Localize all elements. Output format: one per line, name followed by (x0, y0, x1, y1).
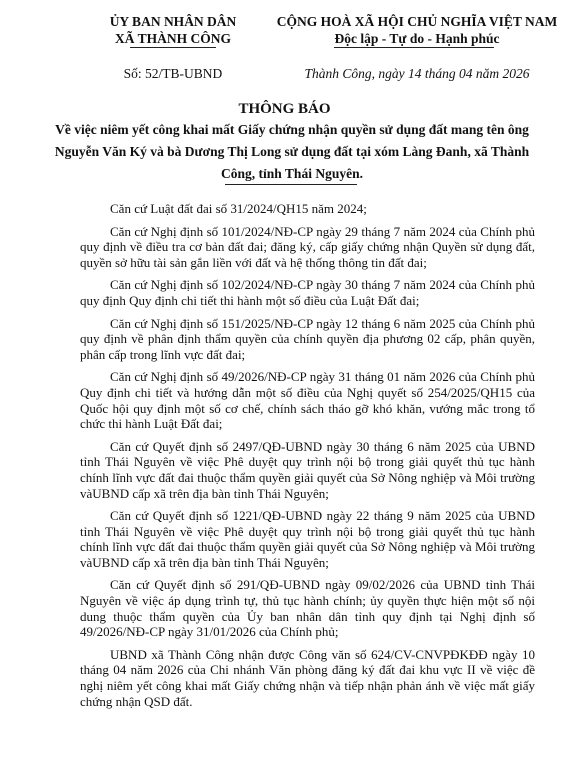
body-paragraph: Căn cứ Nghị định số 101/2024/NĐ-CP ngày 29 tháng 7 năm 2024 của Chính phủ quy định về điều tra cơ bản đất đai; đăng ký, cấp giấy chứng nhận Quyền sử dụng đất, quyền sở hữu tài sản gắn liền với đất và hệ thống thông tin đất đai; (80, 223, 535, 270)
body-paragraph: Căn cứ Quyết định số 1221/QĐ-UBND ngày 22 tháng 9 năm 2025 của UBND tỉnh Thái Nguyên về việc Phê duyệt quy trình nội bộ trong giải quyết thủ tục hành chính lĩnh vực đất đai thuộc thẩm quyền giải quyết của Sở Nông nghiệp và Môi trường vàUBND cấp xã trên địa bàn tỉnh Thái Nguyên; (80, 508, 535, 570)
body-paragraph: Căn cứ Quyết định số 291/QĐ-UBND ngày 09/02/2026 của UBND tỉnh Thái Nguyên về việc áp dụng trình tự, thủ tục hành chính; ủy quyền thực hiện một số nội dung thuộc thẩm quyền của Ủy ban nhân dân tỉnh quy định tại Nghị định số 49/2026/NĐ-CP ngày 31/01/2026 của Chính phủ; (80, 577, 535, 640)
issue-date: Thành Công, ngày 14 tháng 04 năm 2026 (304, 66, 530, 81)
body-paragraph: Căn cứ Luật đất đai số 31/2024/QH15 năm 2024; (110, 201, 367, 216)
issuing-agency (98, 13, 248, 47)
motto-underline (334, 47, 494, 48)
nation-line-2: Độc lập - Tự do - Hạnh phúc (334, 31, 500, 46)
body-paragraph: Căn cứ Nghị định số 151/2025/NĐ-CP ngày 12 tháng 6 năm 2025 của Chính phủ quy định về phân định thẩm quyền của chính quyền địa phương 02 cấp, phân quyền, phân cấp trong lĩnh vực đất đai; (80, 315, 535, 362)
body-paragraph: Căn cứ Quyết định số 2497/QĐ-UBND ngày 30 tháng 6 năm 2025 của UBND tỉnh Thái Nguyên về việc Phê duyệt quy trình nội bộ trong giải quyết thủ tục hành chính lĩnh vực đất đai thuộc thẩm quyền giải quyết của Sở Nông nghiệp và Môi trường vàUBND cấp xã trên địa bàn tỉnh Thái Nguyên; (80, 438, 535, 501)
document-subject: Về việc niêm yết công khai mất Giấy chứng nhận quyền sử dụng đất mang tên ông Nguyễn Văn Ký và bà Dương Thị Long sử dụng đất tại xóm Làng Đanh, xã Thành Công, tỉnh Thái Nguyên. (54, 122, 530, 181)
national-motto (272, 13, 562, 47)
agency-underline (130, 47, 216, 48)
document-body (80, 201, 535, 716)
body-paragraph: Căn cứ Nghị định số 49/2026/NĐ-CP ngày 31 tháng 01 năm 2026 của Chính phủ Quy định chi tiết và hướng dẫn một số điều của Nghị quyết số 254/2025/QH15 của Quốc hội quy định một số cơ chế, chính sách tháo gỡ khó khăn, vướng mắc trong tổ chức thi hành Luật Đất đai; (80, 369, 535, 432)
nation-line-1: CỘNG HOÀ XÃ HỘI CHỦ NGHĨA VIỆT NAM (276, 14, 558, 29)
subject-underline (225, 184, 357, 185)
agency-line-2: XÃ THÀNH CÔNG (114, 31, 231, 46)
agency-line-1: ỦY BAN NHÂN DÂN (109, 14, 237, 29)
body-paragraph: Căn cứ Nghị định số 102/2024/NĐ-CP ngày 30 tháng 7 năm 2024 của Chính phủ quy định Quy định chi tiết thi hành một số điều của Luật Đất đai; (80, 277, 535, 308)
document-title: THÔNG BÁO (238, 101, 331, 117)
document-number: Số: 52/TB-UBND (123, 66, 223, 81)
body-paragraph: UBND xã Thành Công nhận được Công văn số 624/CV-CNVPĐKĐĐ ngày 10 tháng 04 năm 2026 của Chi nhánh Văn phòng đăng ký đất đai khu vực II về việc đề nghị niêm yết công khai mất Giấy chứng nhận và tiếp nhận phản ánh về việc mất giấy chứng nhận QSD đất. (80, 646, 535, 709)
